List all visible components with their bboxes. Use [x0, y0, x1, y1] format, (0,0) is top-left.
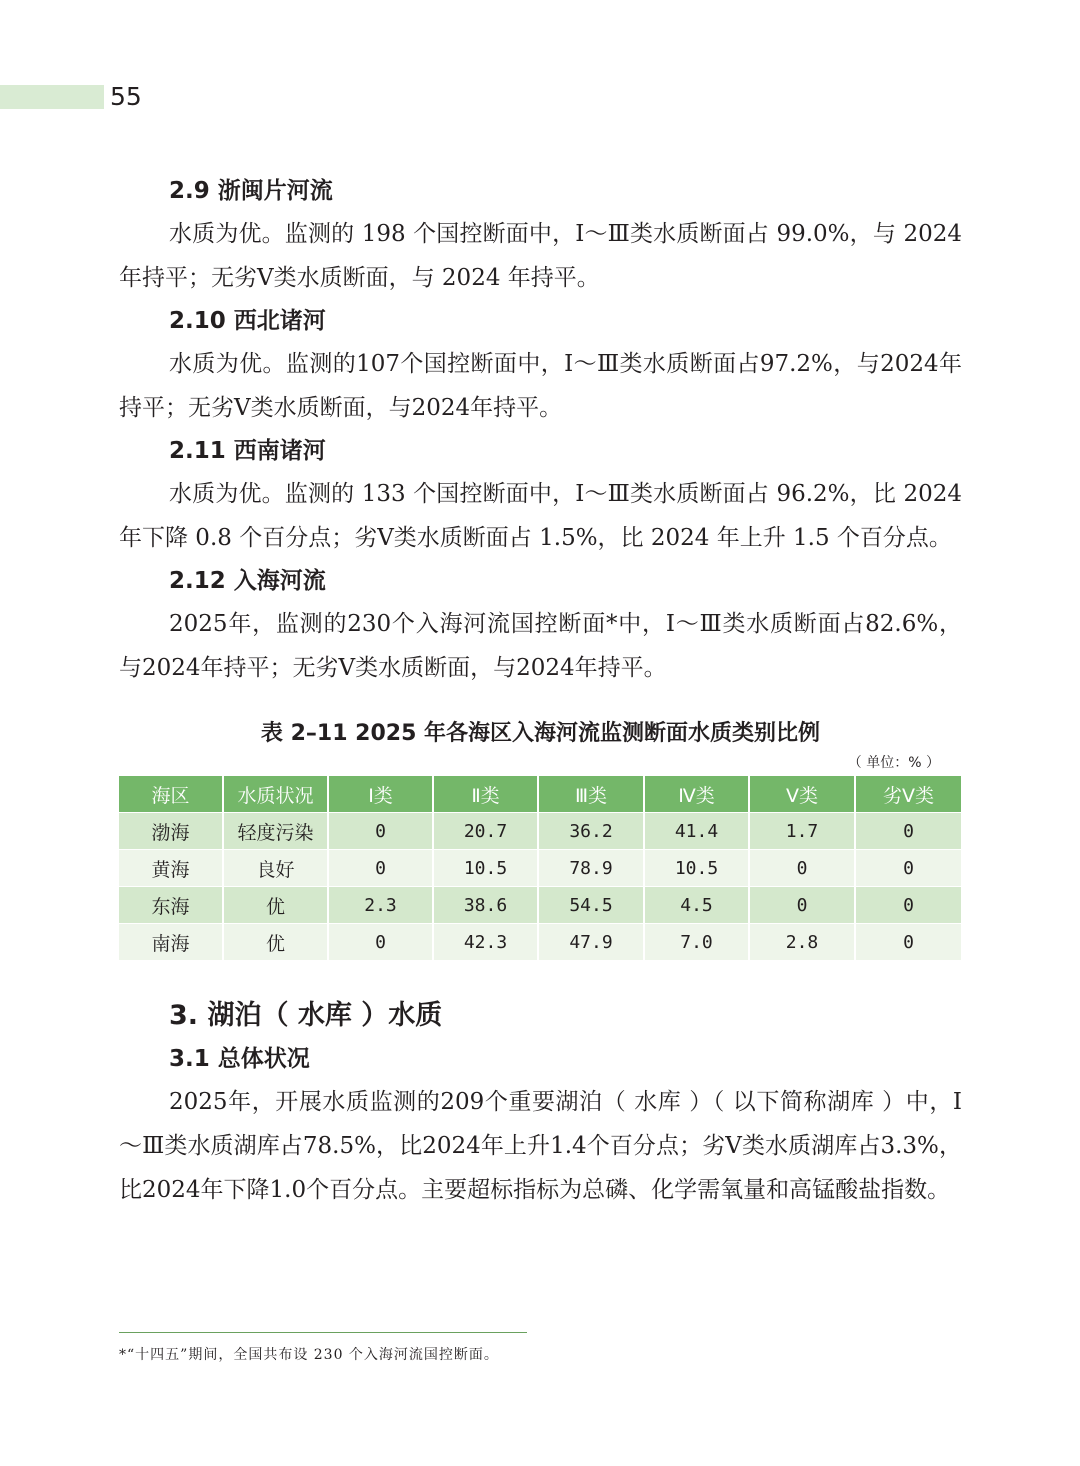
- lakes-text: 2025年，开展水质监测的209个重要湖泊（ 水库 ）（ 以下简称湖库 ）中，Ⅰ～Ⅲ类水质湖库占78.5%，比2024年上升1.4个百分点；劣Ⅴ类水质湖库占3.3%，比2024年下降1.0个百分点。主要超标指标为总磷、化学需氧量和高锰酸盐指数。: [119, 1089, 962, 1203]
- header-class-5: Ⅴ类: [749, 776, 855, 813]
- footnote: *“十四五”期间，全国共布设 230 个入海河流国控断面。: [119, 1347, 499, 1363]
- cell-value: 20.7: [433, 813, 538, 850]
- cell-value: 4.5: [644, 887, 749, 924]
- cell-value: 42.3: [433, 924, 538, 961]
- header-below-class-5: 劣Ⅴ类: [855, 776, 962, 813]
- cell-value: 2.8: [749, 924, 855, 961]
- table-title: 表 2–11 2025 年各海区入海河流监测断面水质类别比例: [260, 721, 821, 746]
- section-text-southwest: 水质为优。监测的 133 个国控断面中，Ⅰ～Ⅲ类水质断面占 96.2%，比 2024 年下降 0.8 个百分点；劣Ⅴ类水质断面占 1.5%，比 2024 年上升 1.5 个百分点。: [119, 481, 962, 551]
- cell-value: 0: [855, 850, 962, 887]
- header-class-1: Ⅰ类: [328, 776, 433, 813]
- cell-value: 0: [749, 850, 855, 887]
- cell-value: 36.2: [538, 813, 644, 850]
- page-content: [119, 170, 962, 1212]
- cell-value: 0: [328, 813, 433, 850]
- table-row: [119, 887, 962, 924]
- cell-sea-area: 东海: [119, 887, 223, 924]
- cell-sea-area: 黄海: [119, 850, 223, 887]
- cell-value: 7.0: [644, 924, 749, 961]
- header-class-4: Ⅳ类: [644, 776, 749, 813]
- section-heading-southwest: 2.11 西南诸河: [169, 438, 326, 464]
- header-class-2: Ⅱ类: [433, 776, 538, 813]
- cell-value: 1.7: [749, 813, 855, 850]
- table-row: [119, 813, 962, 850]
- cell-quality-status: 良好: [223, 850, 328, 887]
- cell-value: 78.9: [538, 850, 644, 887]
- cell-value: 0: [328, 850, 433, 887]
- table-unit: （ 单位：% ）: [847, 755, 940, 771]
- section-text-sea-rivers: 2025年，监测的230个入海河流国控断面*中，Ⅰ～Ⅲ类水质断面占82.6%，与2024年持平；无劣Ⅴ类水质断面，与2024年持平。: [119, 611, 962, 681]
- header-class-3: Ⅲ类: [538, 776, 644, 813]
- cell-value: 10.5: [433, 850, 538, 887]
- section-text-zhemin: 水质为优。监测的 198 个国控断面中，Ⅰ～Ⅲ类水质断面占 99.0%，与 2024 年持平；无劣Ⅴ类水质断面，与 2024 年持平。: [119, 221, 962, 291]
- cell-value: 0: [328, 924, 433, 961]
- section-text-northwest: 水质为优。监测的107个国控断面中，Ⅰ～Ⅲ类水质断面占97.2%，与2024年持平；无劣Ⅴ类水质断面，与2024年持平。: [119, 351, 962, 421]
- cell-value: 0: [749, 887, 855, 924]
- header-sea-area: 海区: [119, 776, 223, 813]
- cell-value: 10.5: [644, 850, 749, 887]
- section-heading-zhemin: 2.9 浙闽片河流: [169, 178, 333, 204]
- cell-value: 2.3: [328, 887, 433, 924]
- footnote-divider: [119, 1332, 527, 1333]
- cell-value: 0: [855, 887, 962, 924]
- table-row: [119, 924, 962, 961]
- table-row: [119, 850, 962, 887]
- cell-value: 54.5: [538, 887, 644, 924]
- cell-value: 38.6: [433, 887, 538, 924]
- cell-value: 0: [855, 924, 962, 961]
- cell-quality-status: 优: [223, 887, 328, 924]
- cell-quality-status: 轻度污染: [223, 813, 328, 850]
- page-number: 55: [110, 82, 142, 111]
- cell-value: 47.9: [538, 924, 644, 961]
- cell-quality-status: 优: [223, 924, 328, 961]
- cell-value: 41.4: [644, 813, 749, 850]
- header-quality-status: 水质状况: [223, 776, 328, 813]
- lakes-subheading: 3.1 总体状况: [169, 1046, 310, 1072]
- section-heading-northwest: 2.10 西北诸河: [169, 308, 326, 334]
- cell-value: 0: [855, 813, 962, 850]
- section-heading-sea-rivers: 2.12 入海河流: [169, 568, 326, 594]
- lakes-heading: 3. 湖泊（ 水库 ）水质: [169, 1000, 443, 1031]
- water-quality-table: [119, 776, 963, 960]
- page-band: [0, 85, 104, 109]
- table-header-row: [119, 776, 962, 813]
- cell-sea-area: 南海: [119, 924, 223, 961]
- cell-sea-area: 渤海: [119, 813, 223, 850]
